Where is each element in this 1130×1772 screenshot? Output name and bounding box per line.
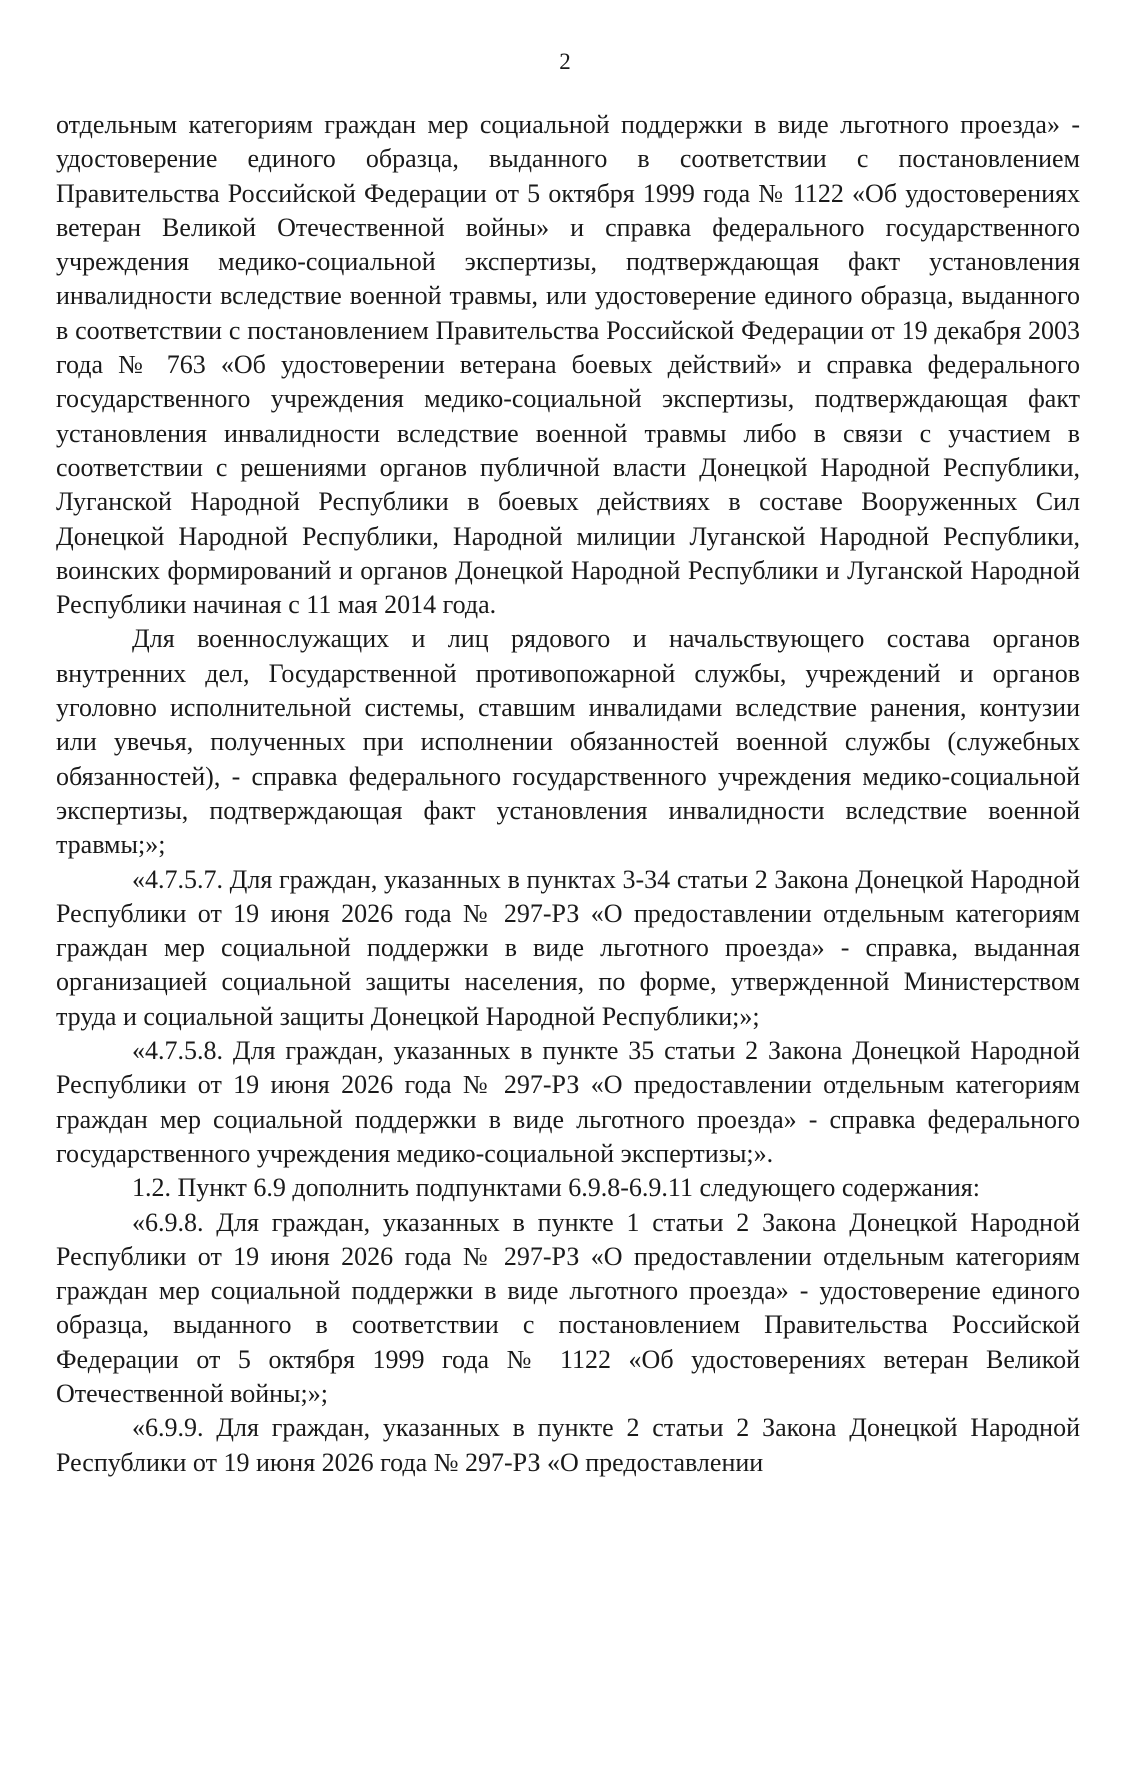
paragraph-4-7-5-7: «4.7.5.7. Для граждан, указанных в пунктах 3-34 статьи 2 Закона Донецкой Народной Республики от 19 июня 2026 года № 297-РЗ «О предоставлении отдельным категориям граждан мер социальной поддержки в виде льготного проезда» - справка, выданная организацией социальной защиты населения, по форме, утвержденной Министерством труда и социальной защиты Донецкой Народной Республики;»; — [56, 864, 1080, 1031]
document-body — [56, 108, 1080, 1480]
paragraph-4-7-5-8: «4.7.5.8. Для граждан, указанных в пункте 35 статьи 2 Закона Донецкой Народной Республики от 19 июня 2026 года № 297-РЗ «О предоставлении отдельным категориям граждан мер социальной поддержки в виде льготного проезда» - справка федерального государственного учреждения медико-социальной экспертизы;». — [56, 1036, 1080, 1168]
paragraph-6-9-9: «6.9.9. Для граждан, указанных в пункте 2 статьи 2 Закона Донецкой Народной Республики от 19 июня 2026 года № 297-РЗ «О предоставлении — [56, 1413, 1080, 1477]
paragraph-1-2: 1.2. Пункт 6.9 дополнить подпунктами 6.9.8-6.9.11 следующего содержания: — [132, 1173, 980, 1203]
paragraph-6-9-8: «6.9.8. Для граждан, указанных в пункте 1 статьи 2 Закона Донецкой Народной Республики от 19 июня 2026 года № 297-РЗ «О предоставлении отдельным категориям граждан мер социальной поддержки в виде льготного проезда» - удостоверение единого образца, выданного в соответствии с постановлением Правительства Российской Федерации от 5 октября 1999 года № 1122 «Об удостоверениях ветеран Великой Отечественной войны;»; — [56, 1207, 1080, 1408]
page-number: 2 — [559, 49, 571, 74]
paragraph-military-personnel: Для военнослужащих и лиц рядового и начальствующего состава органов внутренних дел, Государственной противопожарной службы, учреждений и органов уголовно исполнительной системы, ставшим инвалидами вследствие ранения, контузии или увечья, полученных при исполнении обязанностей военной службы (служебных обязанностей), - справка федерального государственного учреждения медико-социальной экспертизы, подтверждающая факт установления инвалидности вследствие военной травмы;»; — [56, 624, 1080, 860]
paragraph-continuation: отдельным категориям граждан мер социальной поддержки в виде льготного проезда» - удостоверение единого образца, выданного в соответствии с постановлением Правительства Российской Федерации от 5 октября 1999 года № 1122 «Об удостоверениях ветеран Великой Отечественной войны» и справка федерального государственного учреждения медико-социальной экспертизы, подтверждающая факт установления инвалидности вследствие военной травмы, или удостоверение единого образца, выданного в соответствии с постановлением Правительства Российской Федерации от 19 декабря 2003 года № 763 «Об удостоверении ветерана боевых действий» и справка федерального государственного учреждения медико-социальной экспертизы, подтверждающая факт установления инвалидности вследствие военной травмы либо в связи с участием в соответствии с решениями органов публичной власти Донецкой Народной Республики, Луганской Народной Республики в боевых действиях в составе Вооруженных Сил Донецкой Народной Республики, Народной милиции Луганской Народной Республики, воинских формирований и органов Донецкой Народной Республики и Луганской Народной Республики начиная с 11 мая 2014 года. — [56, 110, 1080, 620]
